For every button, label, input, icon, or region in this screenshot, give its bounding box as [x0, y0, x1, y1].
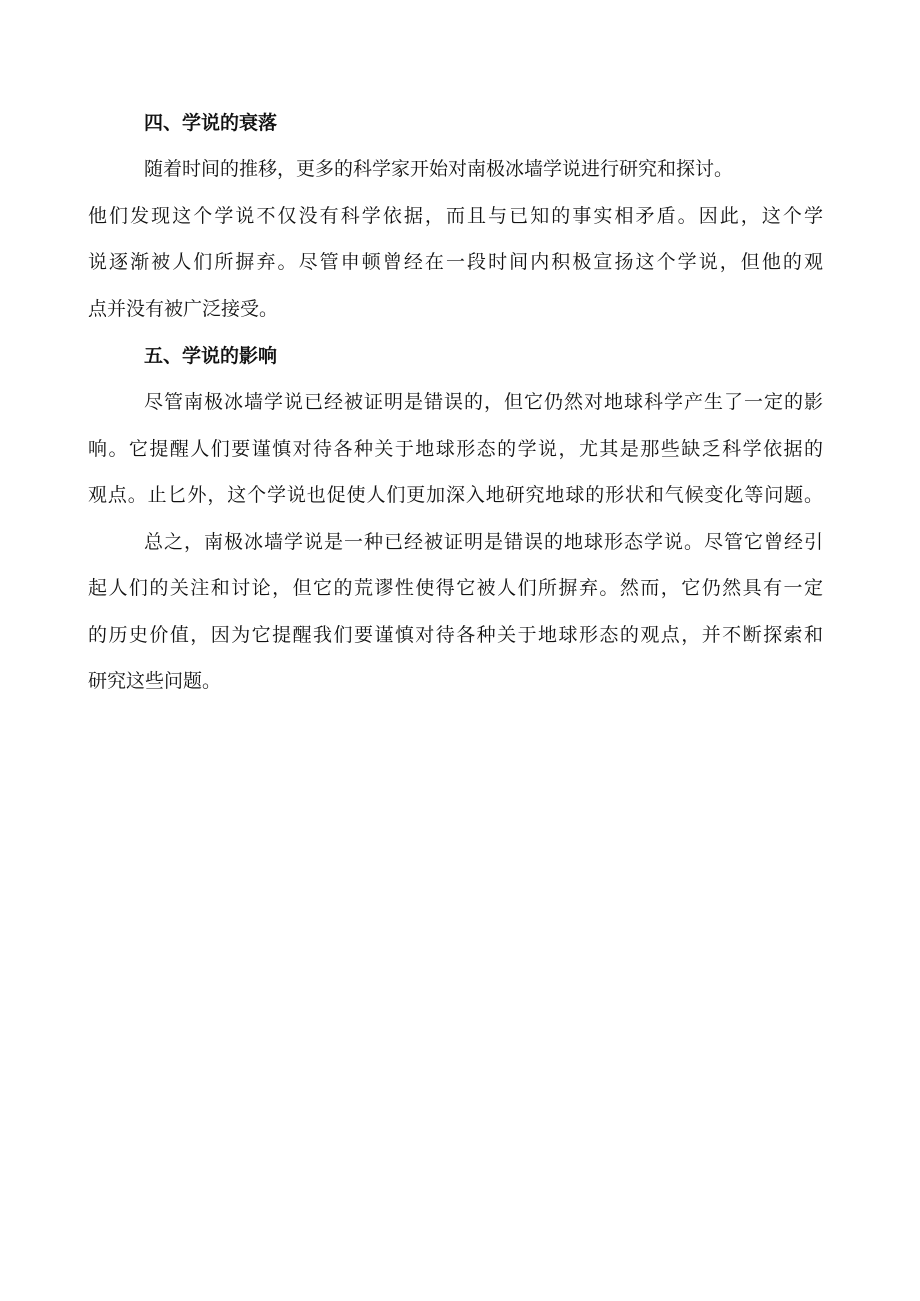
- paragraph-influence: [88, 379, 833, 519]
- paragraph-line: 他们发现这个学说不仅没有科学依据，而且与已知的事实相矛盾。因此，这个学: [88, 204, 826, 227]
- paragraph-line: 起人们的关注和讨论，但它的荒谬性使得它被人们所摒弃。然而，它仍然具有一定: [88, 577, 825, 599]
- paragraph-line: 点并没有被广泛接受。: [88, 297, 279, 320]
- section-heading-influence: 五、学说的影响: [144, 345, 278, 367]
- paragraph-line: 尽管南极冰墙学说已经被证明是错误的，但它仍然对地球科学产生了一定的影: [144, 391, 824, 413]
- paragraph-line: 观点。止匕外，这个学说也促使人们更加深入地研究地球的形状和气候变化等问题。: [88, 484, 824, 506]
- paragraph-line: 说逐渐被人们所摒弃。尽管申顿曾经在一段时间内积极宣扬这个学说，但他的观: [88, 251, 826, 273]
- paragraph-line: 随着时间的推移，更多的科学家开始对南极冰墙学说进行研究和探讨。: [144, 158, 734, 180]
- section-heading-decline: 四、学说的衰落: [144, 112, 278, 134]
- paragraph-line: 的历史价值，因为它提醒我们要谨慎对待各种关于地球形态的观点，并不断探索和: [88, 623, 825, 646]
- paragraph-conclusion: [88, 519, 833, 705]
- paragraph-line: 总之，南极冰墙学说是一种已经被证明是错误的地球形态学说。尽管它曾经引: [144, 530, 824, 553]
- paragraph-line: 研究这些问题。: [88, 670, 222, 692]
- document-body: [88, 103, 833, 705]
- paragraph-decline: [88, 146, 833, 332]
- paragraph-line: 响。它提醒人们要谨慎对待各种关于地球形态的学说，尤其是那些缺乏科学依据的: [88, 437, 825, 460]
